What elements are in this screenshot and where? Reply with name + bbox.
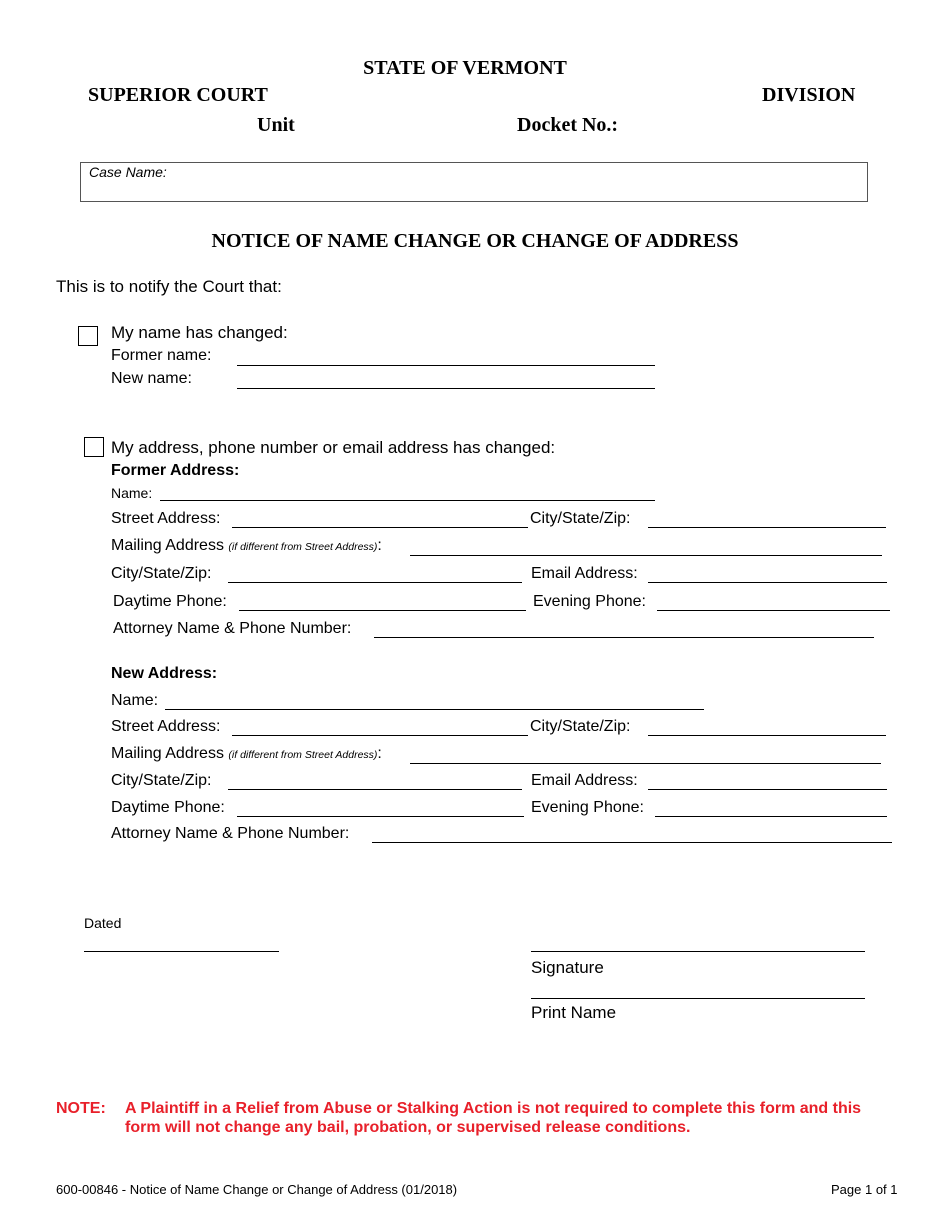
new-address-heading: New Address:	[111, 665, 218, 682]
former-daytime-label: Daytime Phone:	[113, 593, 227, 610]
former-attorney-label: Attorney Name & Phone Number:	[113, 620, 352, 637]
new-mailing-text: Mailing Address	[111, 745, 224, 762]
new-city-label: City/State/Zip:	[530, 718, 631, 735]
dated-label: Dated	[84, 915, 122, 931]
name-changed-checkbox[interactable]	[78, 326, 98, 346]
former-evening-label: Evening Phone:	[533, 593, 646, 610]
new-mailing-note: (if different from Street Address)	[228, 749, 378, 761]
former-mailing-note: (if different from Street Address)	[228, 541, 378, 553]
print-name-field[interactable]	[531, 982, 865, 999]
case-name-box[interactable]	[80, 162, 868, 202]
form-title: NOTICE OF NAME CHANGE OR CHANGE OF ADDRESS	[211, 230, 739, 252]
former-street-field[interactable]	[232, 511, 528, 528]
division-heading: DIVISION	[762, 84, 856, 106]
new-city2-label: City/State/Zip:	[111, 772, 212, 789]
new-city-field[interactable]	[648, 719, 886, 736]
unit-heading: Unit	[257, 114, 295, 136]
new-name-line-label: Name:	[111, 692, 159, 709]
new-evening-field[interactable]	[655, 800, 887, 817]
new-daytime-field[interactable]	[237, 800, 524, 817]
intro-text: This is to notify the Court that:	[56, 277, 282, 296]
former-city-field[interactable]	[648, 511, 886, 528]
new-email-field[interactable]	[648, 773, 887, 790]
new-city2-field[interactable]	[228, 773, 522, 790]
name-changed-label: My name has changed:	[111, 323, 288, 342]
state-heading: STATE OF VERMONT	[363, 57, 567, 79]
former-mailing-text: Mailing Address	[111, 537, 224, 554]
former-email-field[interactable]	[648, 566, 887, 583]
new-street-label: Street Address:	[111, 718, 221, 735]
note-line-1: A Plaintiff in a Relief from Abuse or Stalking Action is not required to complete this form and this	[125, 1100, 862, 1117]
new-name-label: New name:	[111, 370, 192, 387]
former-city2-field[interactable]	[228, 566, 522, 583]
docket-heading: Docket No.:	[517, 114, 619, 136]
new-attorney-field[interactable]	[372, 826, 892, 843]
footer-form-id: 600-00846 - Notice of Name Change or Change of Address (01/2018)	[56, 1182, 458, 1197]
former-city-label: City/State/Zip:	[530, 510, 631, 527]
note-label: NOTE:	[56, 1100, 106, 1117]
former-email-label: Email Address:	[531, 565, 638, 582]
new-address-name-field[interactable]	[165, 693, 704, 710]
former-city2-label: City/State/Zip:	[111, 565, 212, 582]
former-street-label: Street Address:	[111, 510, 221, 527]
print-name-label: Print Name	[531, 1003, 617, 1022]
signature-field[interactable]	[531, 935, 865, 952]
new-name-field[interactable]	[237, 372, 655, 389]
dated-field[interactable]	[84, 935, 279, 952]
address-changed-label: My address, phone number or email address has changed:	[111, 438, 556, 457]
former-attorney-field[interactable]	[374, 621, 874, 638]
former-evening-field[interactable]	[657, 594, 890, 611]
new-mailing-field[interactable]	[410, 747, 881, 764]
signature-label: Signature	[531, 958, 604, 977]
former-mailing-label: Mailing Address (if different from Street Address):	[111, 537, 382, 554]
former-daytime-field[interactable]	[239, 594, 526, 611]
new-email-label: Email Address:	[531, 772, 638, 789]
former-mailing-field[interactable]	[410, 539, 882, 556]
footer-page-number: Page 1 of 1	[831, 1182, 898, 1197]
case-name-label: Case Name:	[89, 164, 167, 180]
court-heading: SUPERIOR COURT	[88, 84, 268, 106]
former-address-name-field[interactable]	[160, 484, 655, 501]
new-daytime-label: Daytime Phone:	[111, 799, 225, 816]
new-street-field[interactable]	[232, 719, 528, 736]
new-attorney-label: Attorney Name & Phone Number:	[111, 825, 350, 842]
former-name-line-label: Name:	[111, 485, 153, 501]
former-address-heading: Former Address:	[111, 462, 240, 479]
new-evening-label: Evening Phone:	[531, 799, 644, 816]
address-changed-checkbox[interactable]	[84, 437, 104, 457]
note-line-2: form will not change any bail, probation, or supervised release conditions.	[125, 1119, 691, 1136]
new-mailing-label: Mailing Address (if different from Street Address):	[111, 745, 382, 762]
former-name-field[interactable]	[237, 349, 655, 366]
former-name-label: Former name:	[111, 347, 212, 364]
